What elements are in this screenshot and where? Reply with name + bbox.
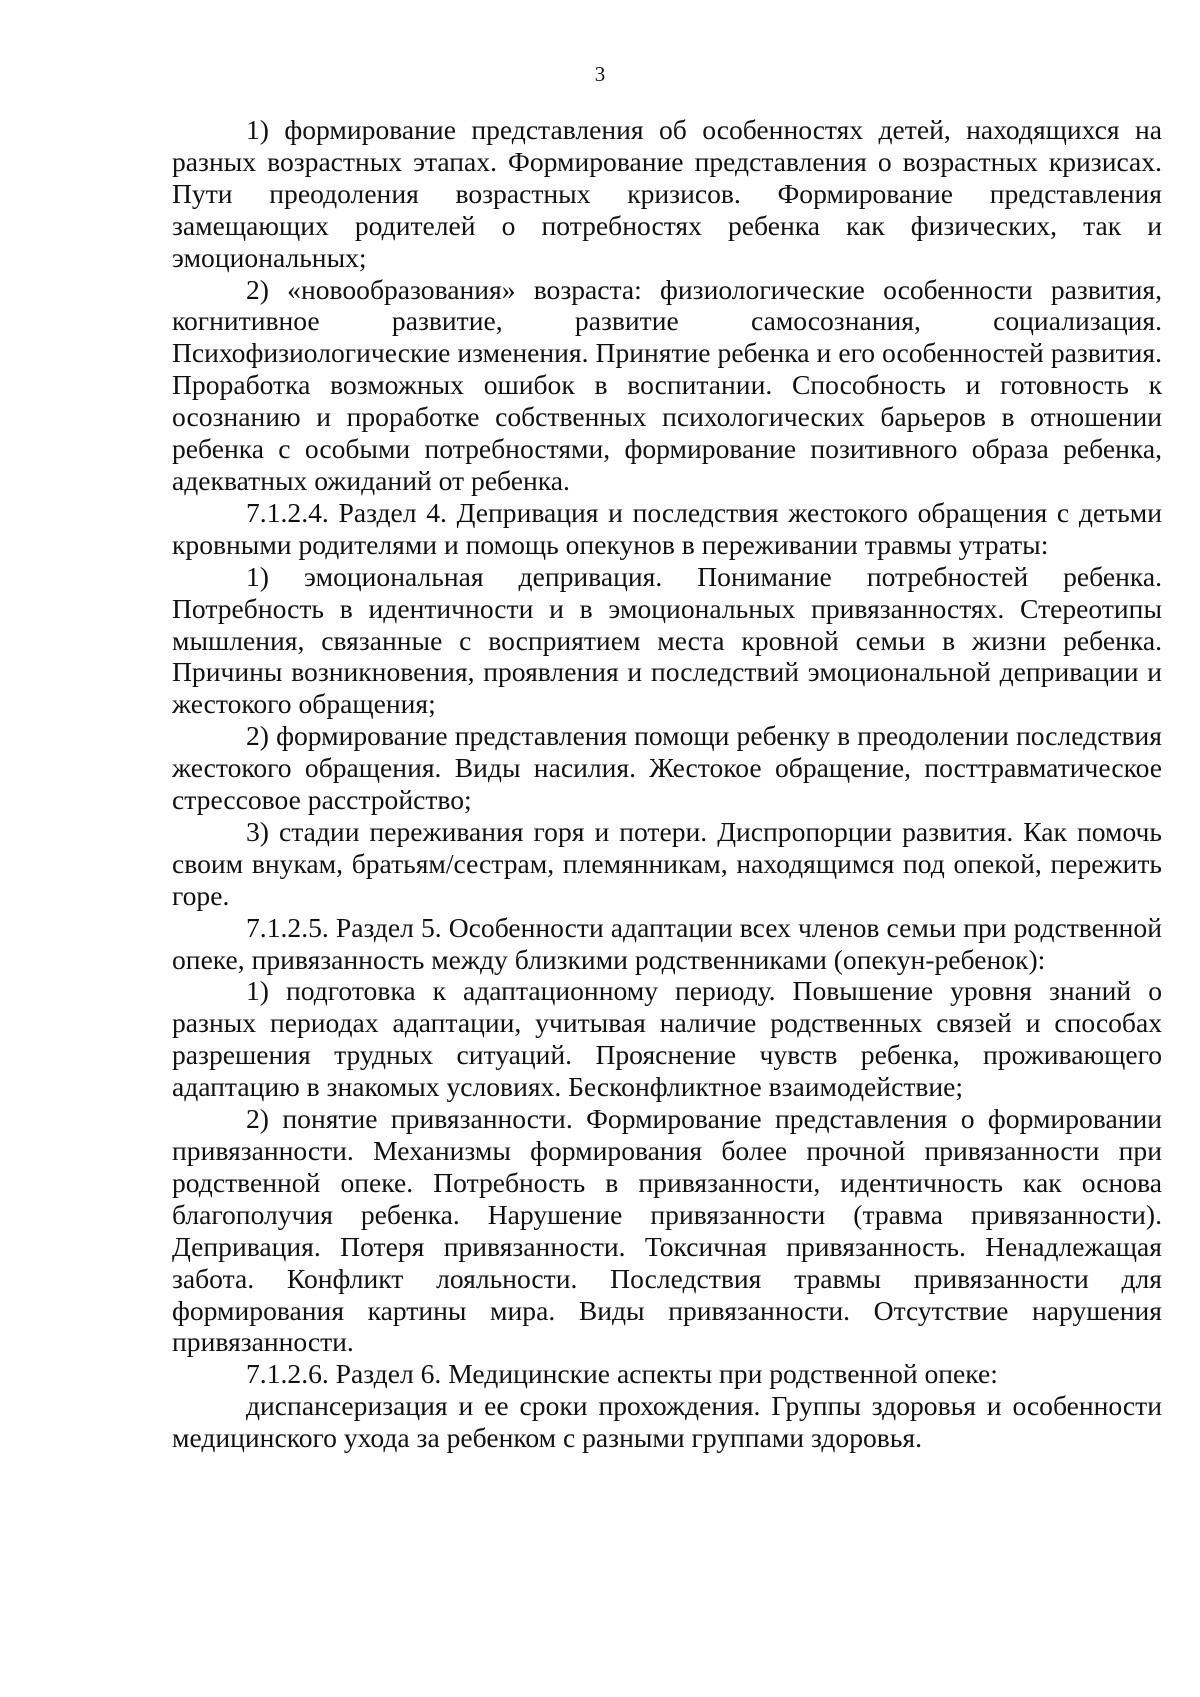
section-heading-5: 7.1.2.5. Раздел 5. Особенности адаптации всех членов семьи при родственной опеке, привязанность между близкими родственниками (опекун-ребенок): [172,911,1162,975]
paragraph-item-2-age-neoformations: 2) «новообразования» возраста: физиологические особенности развития, когнитивное развитие, развитие самосознания, социализация. Психофизиологические изменения. Принятие ребенка и его особенностей развития. Проработка возможных ошибок в воспитании. Способность и готовность к осознанию и проработке собственных психологических барьеров в отношении ребенка с особыми потребностями, формирование позитивного образа ребенка, адекватных ожиданий от ребенка. [172,273,1162,496]
paragraph-item-1-emotional-deprivation: 1) эмоциональная депривация. Понимание потребностей ребенка. Потребность в идентичности и в эмоциональных привязанностях. Стереотипы мышления, связанные с восприятием места кровной семьи в жизни ребенка. Причины возникновения, проявления и последствий эмоциональной депривации и жестокого обращения; [172,560,1162,720]
section-heading-6: 7.1.2.6. Раздел 6. Медицинские аспекты при родственной опеке: [246,1358,998,1390]
section-heading-4: 7.1.2.4. Раздел 4. Депривация и последствия жестокого обращения с детьми кровными родителями и помощь опекунов в переживании травмы утраты: [172,496,1162,560]
page-number: 3 [594,62,606,86]
paragraph-item-1-adaptation: 1) подготовка к адаптационному периоду. Повышение уровня знаний о разных периодах адаптации, учитывая наличие родственных связей и способах разрешения трудных ситуаций. Прояснение чувств ребенка, проживающего адаптацию в знакомых условиях. Бесконфликтное взаимодействие; [172,975,1162,1103]
document-body [172,114,1162,1454]
paragraph-item-3-grief-stages: 3) стадии переживания горя и потери. Диспропорции развития. Как помочь своим внукам, братьям/сестрам, племянникам, находящимся под опекой, пережить горе. [172,815,1162,911]
paragraph-item-2-attachment: 2) понятие привязанности. Формирование представления о формировании привязанности. Механизмы формирования более прочной привязанности при родственной опеке. Потребность в привязанности, идентичность как основа благополучия ребенка. Нарушение привязанности (травма привязанности). Депривация. Потеря привязанности. Токсичная привязанность. Ненадлежащая забота. Конфликт лояльности. Последствия травмы привязанности для формирования картины мира. Виды привязанности. Отсутствие нарушения привязанности. [172,1103,1162,1358]
paragraph-medical-checkup: диспансеризация и ее сроки прохождения. Группы здоровья и особенности медицинского ухода за ребенком с разными группами здоровья. [172,1390,1162,1454]
paragraph-item-2-abuse-help: 2) формирование представления помощи ребенку в преодолении последствия жестокого обращения. Виды насилия. Жестокое обращение, посттравматическое стрессовое расстройство; [172,720,1162,816]
paragraph-item-1-physical-emotional: 1) формирование представления об особенностях детей, находящихся на разных возрастных этапах. Формирование представления о возрастных кризисах. Пути преодоления возрастных кризисов. Формирование представления замещающих родителей о потребностях ребенка как физических, так и эмоциональных; [172,114,1162,273]
